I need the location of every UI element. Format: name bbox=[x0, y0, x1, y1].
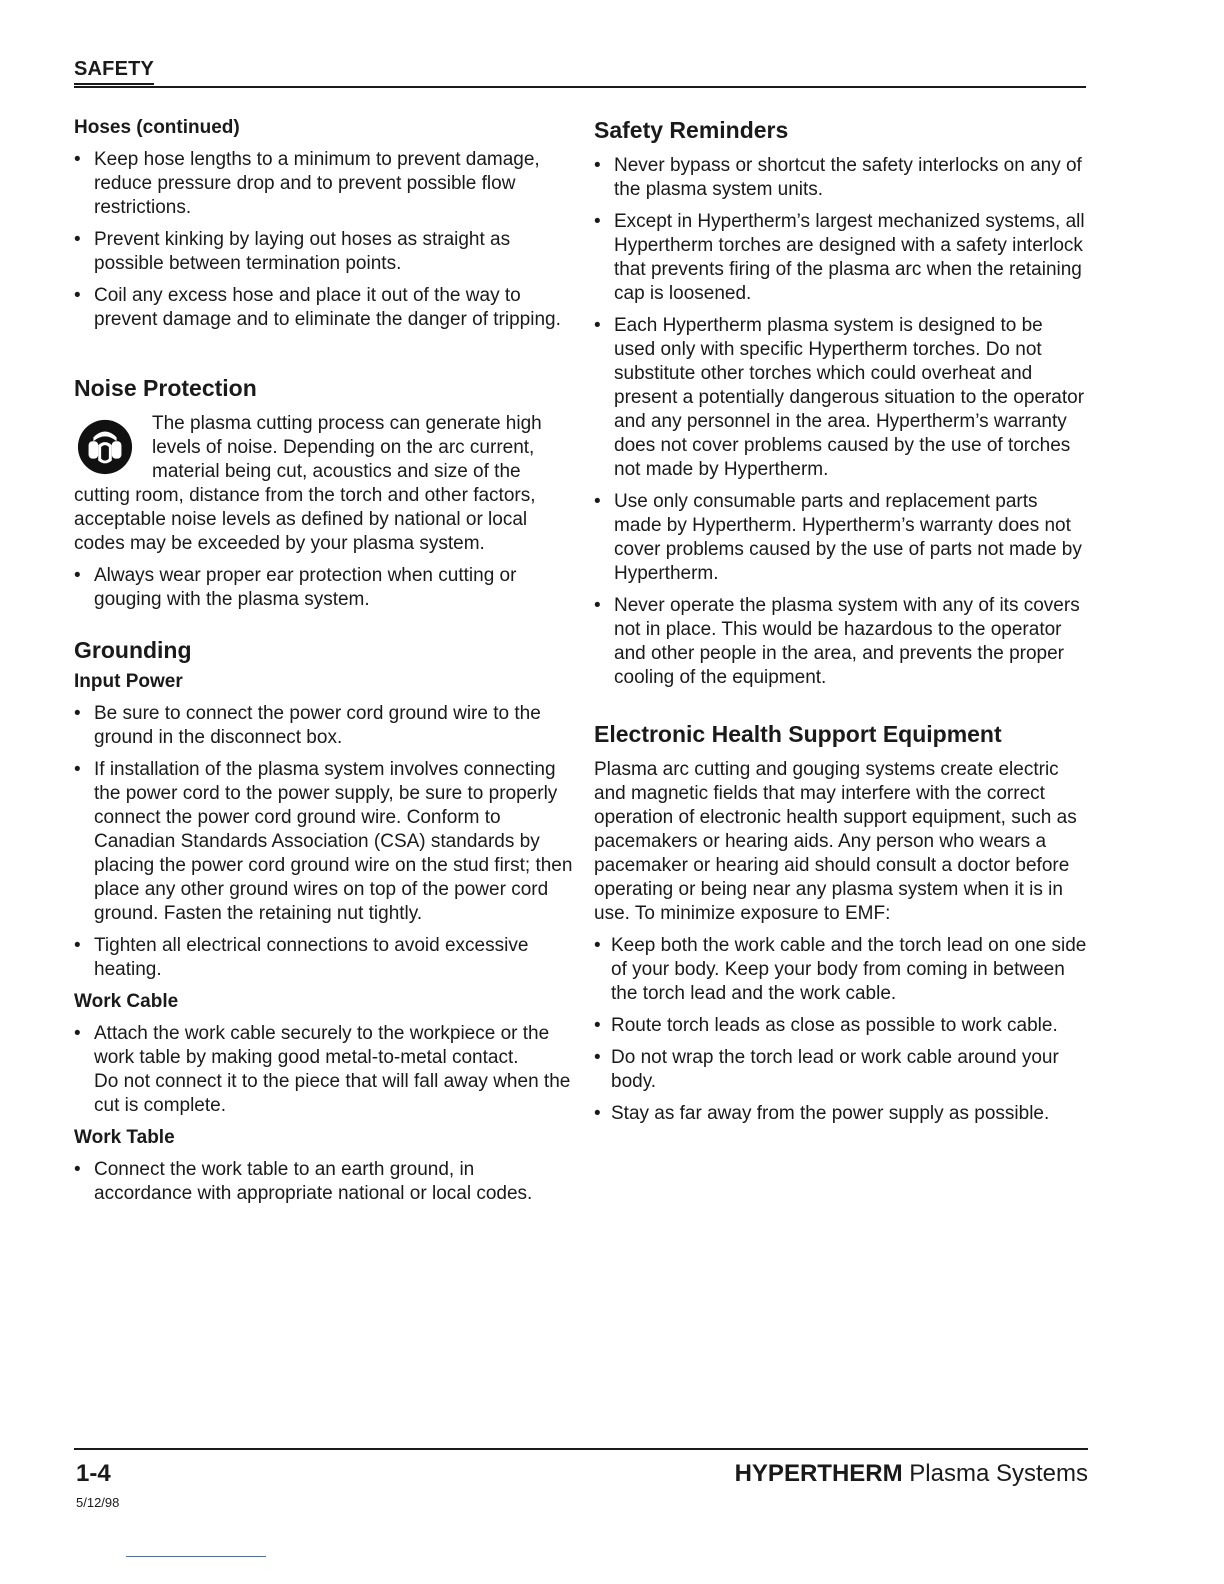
work-cable-heading: Work Cable bbox=[74, 991, 179, 1012]
revision-date: 5/12/98 bbox=[76, 1495, 120, 1510]
brand-name: HYPERTHERM bbox=[734, 1460, 903, 1487]
bottom-line bbox=[126, 1556, 266, 1557]
list-item: • Stay as far away from the power supply as possible. bbox=[594, 1102, 1088, 1126]
work-cable-list bbox=[74, 1022, 574, 1118]
work-cable-text-cont: Do not connect it to the piece that will fall away when the cut is complete. bbox=[94, 1071, 571, 1116]
list-item: • Coil any excess hose and place it out of the way to prevent damage and to eliminate the danger of tripping. bbox=[74, 284, 574, 332]
ehse-heading: Electronic Health Support Equipment bbox=[594, 721, 1002, 747]
right-column bbox=[594, 116, 1088, 1134]
left-column bbox=[74, 116, 574, 1214]
footer-divider bbox=[74, 1448, 1088, 1450]
hoses-list bbox=[74, 148, 574, 332]
list-item: • Except in Hypertherm’s largest mechanized systems, all Hypertherm torches are designed with a safety interlock that prevents firing of the plasma arc when the retaining cap is loosened. bbox=[594, 210, 1088, 306]
list-item: • Be sure to connect the power cord ground wire to the ground in the disconnect box. bbox=[74, 702, 574, 750]
list-item: • Prevent kinking by laying out hoses as straight as possible between termination points. bbox=[74, 228, 574, 276]
list-item: • Keep both the work cable and the torch lead on one side of your body. Keep your body from coming in between the torch lead and the work cable. bbox=[594, 934, 1088, 1006]
list-item: • Each Hypertherm plasma system is designed to be used only with specific Hypertherm torches. Do not substitute other torches which could overheat and present a potentially dangerous situation to the operator and any personnel in the area. Hypertherm’s warranty does not cover problems caused by the use of torches not made by Hypertherm. bbox=[594, 314, 1088, 482]
list-item: • If installation of the plasma system involves connecting the power cord to the power supply, be sure to properly connect the power cord ground wire. Conform to Canadian Standards Association (CSA) standards by placing the power cord ground wire on the stud first; then place any other ground wires on top of the power cord ground. Fasten the retaining nut tightly. bbox=[74, 758, 574, 926]
ehse-list bbox=[594, 934, 1088, 1126]
list-item: • Keep hose lengths to a minimum to prevent damage, reduce pressure drop and to prevent possible flow restrictions. bbox=[74, 148, 574, 220]
ehse-paragraph: Plasma arc cutting and gouging systems create electric and magnetic fields that may interfere with the correct operation of electronic health support equipment, such as pacemakers or hearing aids. Any person who wears a pacemaker or hearing aid should consult a doctor before operating or being near any plasma system when it is in use. To minimize exposure to EMF: bbox=[594, 759, 1077, 924]
grounding-heading: Grounding bbox=[74, 637, 192, 663]
work-table-heading: Work Table bbox=[74, 1127, 175, 1148]
noise-paragraph: The plasma cutting process can generate high levels of noise. Depending on the arc current, material being cut, acoustics and size of the cutting room, distance from the torch and other factors, acceptable noise levels as defined by national or local codes may be exceeded by your plasma system. bbox=[74, 413, 542, 554]
page-number: 1-4 bbox=[76, 1460, 111, 1487]
input-power-list bbox=[74, 702, 574, 982]
list-item: • Route torch leads as close as possible to work cable. bbox=[594, 1014, 1088, 1038]
list-item: • Tighten all electrical connections to avoid excessive heating. bbox=[74, 934, 574, 982]
noise-list bbox=[74, 564, 574, 612]
noise-heading: Noise Protection bbox=[74, 375, 257, 401]
hoses-heading: Hoses (continued) bbox=[74, 117, 240, 138]
input-power-heading: Input Power bbox=[74, 671, 183, 692]
work-cable-text: Attach the work cable securely to the workpiece or the work table by making good metal-to-metal contact. bbox=[94, 1023, 550, 1068]
safety-reminders-heading: Safety Reminders bbox=[594, 117, 789, 143]
brand-tagline: Plasma Systems bbox=[909, 1460, 1088, 1487]
section-title: SAFETY bbox=[74, 58, 154, 85]
list-item: • Use only consumable parts and replacement parts made by Hypertherm. Hypertherm’s warranty does not cover problems caused by the use of parts not made by Hypertherm. bbox=[594, 490, 1088, 586]
work-table-list bbox=[74, 1158, 574, 1206]
list-item: • Connect the work table to an earth ground, in accordance with appropriate national or local codes. bbox=[74, 1158, 574, 1206]
list-item: • Never operate the plasma system with any of its covers not in place. This would be hazardous to the operator and other people in the area, and prevents the proper cooling of the equipment. bbox=[594, 594, 1088, 690]
brand-footer bbox=[735, 1460, 1088, 1488]
list-item bbox=[74, 1022, 574, 1118]
ear-protection-icon bbox=[76, 418, 134, 476]
list-item: • Always wear proper ear protection when cutting or gouging with the plasma system. bbox=[74, 564, 574, 612]
safety-list bbox=[594, 154, 1088, 690]
list-item: • Never bypass or shortcut the safety interlocks on any of the plasma system units. bbox=[594, 154, 1088, 202]
noise-section bbox=[74, 412, 574, 556]
list-item: • Do not wrap the torch lead or work cable around your body. bbox=[594, 1046, 1088, 1094]
page-header bbox=[74, 58, 1086, 88]
